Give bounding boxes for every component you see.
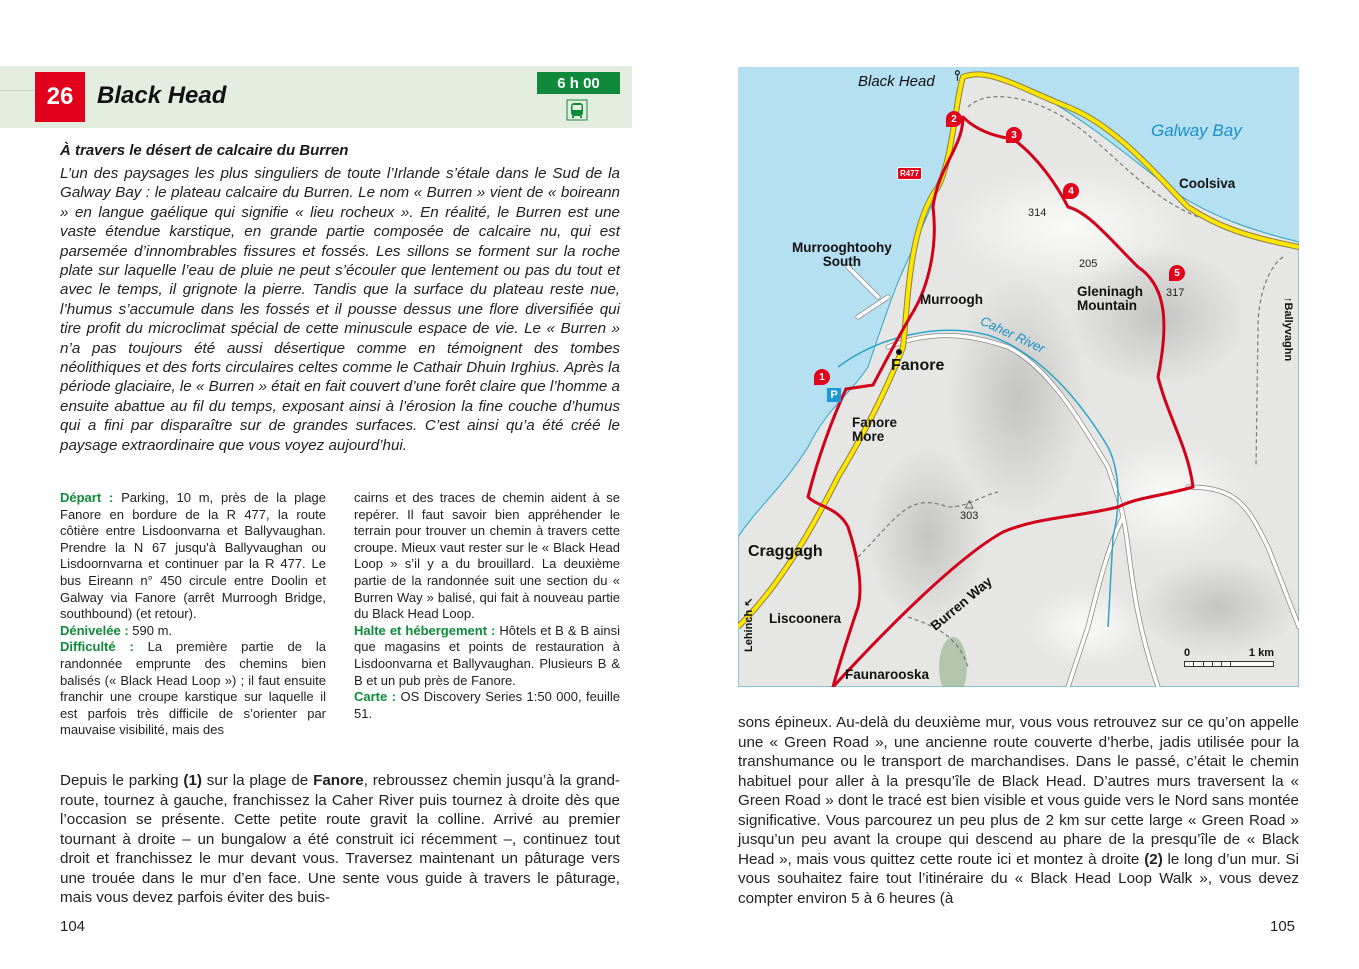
carte-text: OS Discovery Series 1:50 000, feuille 51. bbox=[354, 689, 621, 721]
tour-number-badge: 26 bbox=[35, 72, 85, 122]
waypoint-ref: (2) bbox=[1144, 850, 1163, 868]
label-lehinch: Lehinch ↖ bbox=[743, 597, 755, 652]
village-dot-icon bbox=[896, 349, 902, 355]
route-text: , rebroussez chemin jusqu’à la grand-route, tournez à gauche, franchissez la Caher River puis tournez à droite dès que l’occasion se présente. Cette petite route gravit la colline. Arrivé au premier tournant à droite – un bungalow a été construit ici récemment –, continuez tout droit et franchissez le mur devant vous. Traversez maintenant un pâturage vers une trouée dans le mur d’en face. Une sente vous guide à travers le pâturage, mais vous devez parfois éviter des buis- bbox=[60, 772, 620, 906]
route-text: sons épineux. Au-delà du deuxième mur, vous vous retrouvez sur ce qu’on appelle une « Green Road », une ancienne route couverte d’herbe, jadis utilisée pour la transhumance ou le transport de marchandises. Dans le passé, c’était le chemin habituel pour aller à la presqu’île de Black Head. D’autres murs traversent la « Green Road » dont le tracé est bien visible et vous guide vers le Nord sans montée significative. Vous parcourez un peu plus de 2 km sur cette large « Green Road » jusqu’un peu avant la croupe qui descend au phare de la presqu’île de « Black Head », mais vous quittez cette route ici et montez à droite bbox=[738, 714, 1299, 868]
altitude-314: 314 bbox=[1028, 207, 1047, 219]
lighthouse-icon: ⫯ bbox=[954, 67, 961, 83]
bus-icon bbox=[566, 99, 588, 121]
carte-label: Carte : bbox=[354, 689, 397, 705]
waypoint-2: 2 bbox=[946, 111, 962, 127]
intro-subtitle: À travers le désert de calcaire du Burren bbox=[60, 142, 349, 159]
halte-label: Halte et hébergement : bbox=[354, 622, 496, 638]
waypoint-4: 4 bbox=[1063, 183, 1079, 199]
place-ref: Fanore bbox=[313, 772, 364, 789]
tour-title: Black Head bbox=[97, 82, 227, 109]
altitude-205: 205 bbox=[1079, 258, 1098, 270]
depart-text: Parking, 10 m, près de la plage Fanore en bordure de la R 477, la route côtière entre Lisdoonvarna et Ballyvaughan. Prendre la N 67 jusqu'à Ballyvaughan ou Lisdoornvarna et continuer par la R 477. Le bus Eireann n° 450 circule entre Doolin et Galway via Fanore (arrêt Murroogh Bridge, southbound) (et retour). bbox=[60, 490, 326, 622]
difficulte-text: La première partie de la randonnée emprunte des chemins bien balisés (« Black Head Loop ») ; il faut ensuite franchir une croupe karstique sur laquelle il est parfois très difficile de s’orienter par mauvaise visibilité, mais des bbox=[60, 639, 326, 738]
route-text: Depuis le parking bbox=[60, 772, 184, 789]
waypoint-3: 3 bbox=[1006, 127, 1022, 143]
route-description-left bbox=[60, 771, 620, 908]
label-murroogh: Murroogh bbox=[920, 292, 983, 307]
denivelee-label: Dénivelée : bbox=[60, 622, 129, 638]
halte-text: Hôtels et B & B ainsi que magasins et points de restauration à Lisdoonvarna et Ballyvaughan. Plusieurs B & B et un pub près de Fanore. bbox=[354, 622, 620, 688]
label-caher-river: Caher River bbox=[978, 313, 1048, 356]
page-number-left: 104 bbox=[60, 918, 86, 935]
depart-label: Départ : bbox=[60, 490, 114, 505]
altitude-303: △ 303 bbox=[960, 498, 979, 522]
label-coolsiva: Coolsiva bbox=[1179, 176, 1236, 191]
route-map bbox=[738, 67, 1299, 687]
difficulte-text-continued: cairns et des traces de chemin aident à se repérer. Il faut savoir bien appréhender le terrain pour trouver un chemin à travers cette croupe. Mieux vaut rester sur le « Black Head Loop » s’il y a du brouillard. La deuxième partie de la randonnée suit une section du « Burren Way » balisé, qui fait à nouveau partie du Black Head Loop. bbox=[354, 490, 620, 622]
label-murrooghtoohy-south: Murrooghtoohy South bbox=[792, 240, 892, 269]
label-galway-bay: Galway Bay bbox=[1151, 121, 1242, 140]
label-faunarooska: Faunarooska bbox=[845, 667, 930, 682]
route-description-right bbox=[738, 713, 1299, 908]
map-scale-bar bbox=[1184, 647, 1274, 667]
label-gleninagh-mountain: Gleninagh Mountain bbox=[1077, 284, 1144, 313]
label-burren-way: Burren Way bbox=[927, 573, 995, 634]
label-liscoonera: Liscoonera bbox=[769, 611, 842, 626]
altitude-317: 317 bbox=[1166, 287, 1185, 299]
label-craggagh: Craggagh bbox=[748, 543, 823, 560]
scale-start: 0 bbox=[1184, 647, 1191, 659]
waypoint-5: 5 bbox=[1169, 265, 1185, 281]
label-fanore: Fanore bbox=[891, 357, 945, 374]
road-number-badge: R477 bbox=[897, 167, 922, 180]
label-black-head: Black Head bbox=[858, 73, 935, 90]
facts-column-1 bbox=[60, 490, 326, 739]
route-text: le long d’un mur. Si vous souhaitez faire tout l’itinéraire du « Black Head Loop Walk », vous devez compter environ 5 à 6 heures (à bbox=[738, 850, 1300, 907]
waypoint-ref: (1) bbox=[183, 772, 202, 789]
facts-column-2 bbox=[354, 490, 620, 722]
duration-badge: 6 h 00 bbox=[537, 72, 620, 94]
parking-icon: P bbox=[827, 388, 841, 402]
label-ballyvaghn: ↑Ballyvaghn bbox=[1282, 297, 1294, 362]
scale-end: 1 km bbox=[1248, 647, 1274, 659]
intro-paragraph: L’un des paysages les plus singuliers de toute l’Irlande s’étale dans le Sud de la Galway Bay : le plateau calcaire du Burren. Le nom « Burren » vient de « boireann » en langue gaélique qui signifie « lieu rocheux ». En réalité, le Burren est une vaste étendue karstique, en grande partie composée de calcaire nu, qui est parsemée d’innombrables fissures et fossés. Les sillons se forment sur la roche plate sur laquelle l’eau de pluie ne peut s’écouler que lentement ou pas du tout et avec le temps, il grignote la pierre. Tandis que la surface du plateau reste nue, l’humus s’accumule dans les fossés et il pousse dessus une flore diversifiée qui tire profit du microclimat spécial de cette minuscule espace de vie. Le « Burren » n’a pas toujours été aussi désertique comme en témoignent des tombes néolithiques et des forts circulaires celtes comme le Cathair Dhuin Irghius. Après la période glaciaire, le « Burren » était en fait couvert d’une forêt claire que l’homme a ensuite abattue au fil du temps, exposant ainsi à l’érosion la fine couche d’humus qui a fini par disparaître sur de grandes surfaces. C’est ainsi qu’a été créé le paysage extraordinaire que vous voyez aujourd’hui. bbox=[60, 165, 620, 454]
page-number-right: 105 bbox=[1270, 918, 1296, 935]
denivelee-text: 590 m. bbox=[128, 622, 173, 638]
label-fanore-more: Fanore More bbox=[852, 415, 898, 444]
difficulte-label: Difficulté : bbox=[60, 639, 134, 655]
route-text: sur la plage de bbox=[201, 772, 314, 789]
waypoint-1: 1 bbox=[814, 369, 830, 385]
